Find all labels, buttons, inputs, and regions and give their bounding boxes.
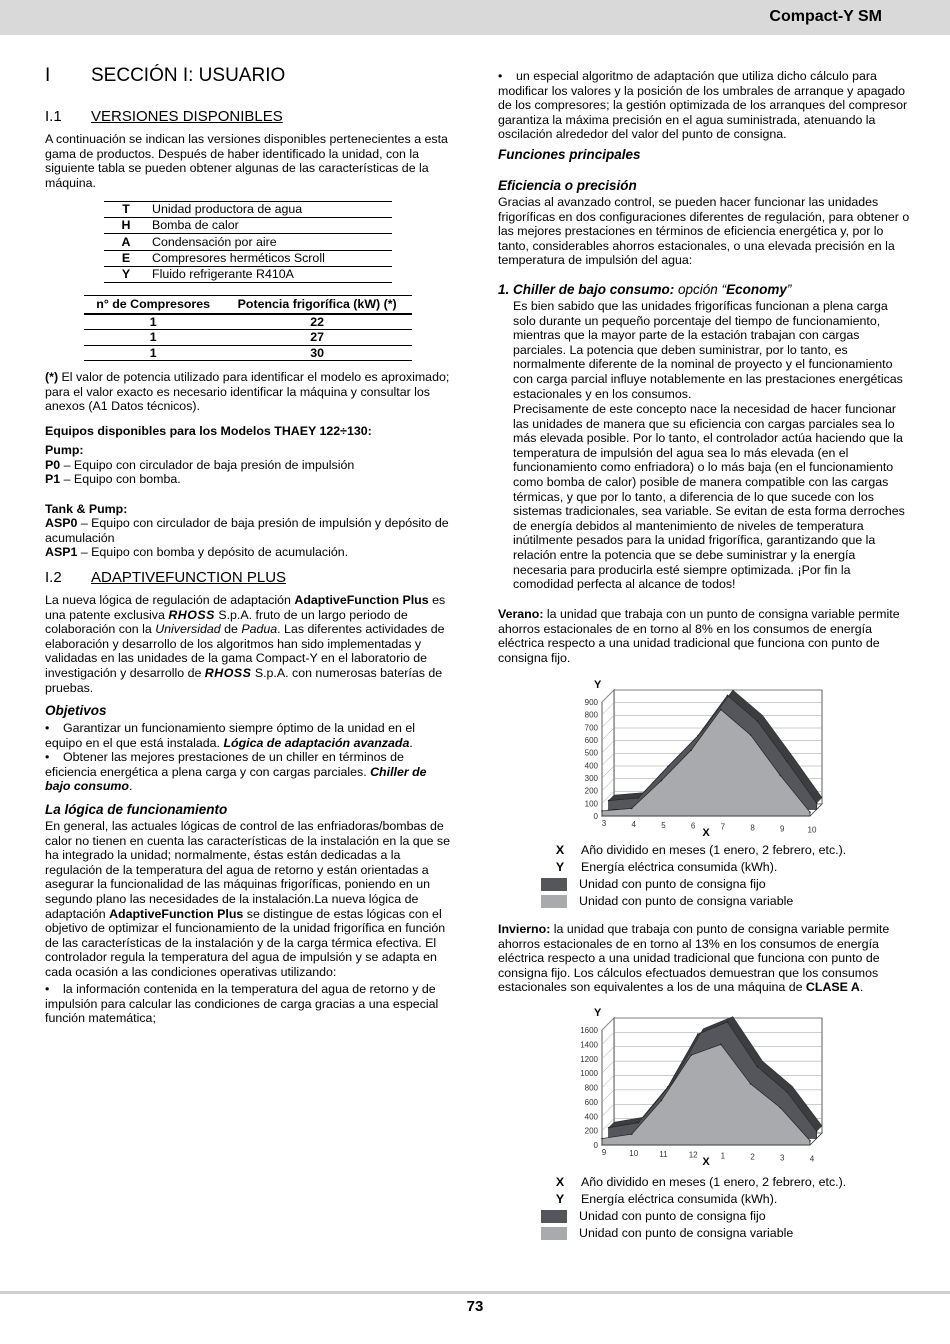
legend-y-key: Y [555, 860, 565, 875]
y-tick-label: 600 [584, 1097, 598, 1107]
y-tick-label: 500 [584, 748, 598, 758]
objetivos-title: Objetivos [45, 703, 107, 718]
data-point [809, 1140, 811, 1142]
summer-legend [541, 842, 911, 910]
pump-title: Pump: [45, 443, 84, 457]
asp0-code: ASP0 [45, 516, 78, 530]
objective-1 [45, 721, 455, 750]
x-tick-label: 9 [780, 824, 785, 834]
x-tick-label: 9 [601, 1148, 607, 1157]
text: . [859, 980, 864, 995]
text: la unidad que trabaja con un punto de consigna variable permite ahorros estacionales de en torno al 8% en los consumos de energía eléctrica respecto a una unidad tradicional que funciona con punto de consigna fijo. [498, 607, 900, 665]
y-tick-label: 0 [593, 1141, 598, 1150]
data-point [720, 709, 722, 711]
data-point [667, 766, 669, 768]
brand-logo: RHOSS [168, 607, 215, 622]
y-tick-label: 400 [584, 761, 598, 771]
text-bold-italic: Lógica de adaptación avanzada [223, 735, 410, 750]
text: En general, las actuales lógicas de control de las enfriadoras/bombas de calor no tienen en cuenta las características de la instalación en la que se ha integrado la unidad; normalmente, éstas están dedicadas a la regulación de la temperatura del agua de retorno y están orientadas a asegurar la funcionalidad de las máquinas frigoríficas, poniendo en un segundo plano las necesidades de la instalación.La nueva lógica de adaptación [45, 819, 451, 921]
y-tick-label: 0 [593, 812, 598, 821]
y-tick-label: 800 [584, 1083, 598, 1093]
text: S.p.A. fruto de un largo periodo de colaboración con la [45, 607, 408, 637]
y-axis-label: Y [594, 1008, 602, 1019]
summer-paragraph [498, 607, 910, 665]
versions-intro: A continuación se indican las versiones disponibles pertenecientes a esta gama de productos. Después de haber identificado la unidad, con la siguiente tabla se pueden obtener algunas de las características de la máquina. [45, 132, 448, 190]
asp0-text: – Equipo con circulador de baja presión de impulsión y depósito de acumulación [45, 516, 449, 545]
data-point [638, 1122, 640, 1124]
text-bold-italic: 1. Chiller de bajo consumo: [498, 282, 675, 297]
asp1-text: – Equipo con bomba y depósito de acumulación. [77, 545, 349, 559]
legend-variable-text: Unidad con punto de consigna variable [579, 1226, 794, 1241]
legend-swatch-variable [541, 1227, 567, 1240]
table-row [84, 314, 412, 330]
data-point [690, 749, 692, 751]
x-axis-label: X [702, 827, 710, 839]
data-point [601, 810, 603, 812]
y-tick-label: 1400 [580, 1040, 598, 1050]
p0-code: P0 [45, 458, 61, 472]
cell-compresores: 1 [84, 314, 222, 330]
legend-fixed-text: Unidad con punto de consigna fijo [579, 877, 766, 892]
text: Obtener las mejores prestaciones de un chiller en términos de eficiencia energética a plena carga y con cargas parciales. [45, 750, 404, 779]
legend-variable-text: Unidad con punto de consigna variable [579, 894, 794, 909]
footer-rule [0, 1291, 950, 1294]
text-bold: Verano: [498, 607, 544, 621]
legend-swatch-variable [541, 895, 567, 908]
text: la unidad que trabaja con punto de consigna variable permite ahorros estacionales de en torno al 13% en los consumos de energía eléctrica respecto a una unidad tradicional que funciona con punto de consigna fijo. Los cálculos efectuados demuestran que los consumos estacionales son equivalentes a los de una máquina de [498, 922, 890, 995]
p1-line [45, 472, 455, 487]
funciones-title: Funciones principales [498, 147, 641, 162]
equip-title: Equipos disponibles para los Modelos THAEY 122÷130: [45, 424, 372, 438]
x-tick-label: 4 [631, 819, 636, 829]
text-bold: AdaptiveFunction Plus [109, 906, 244, 921]
data-point [697, 1033, 699, 1035]
x-tick-label: 4 [809, 1154, 815, 1164]
data-point [809, 811, 811, 813]
codes-table [104, 201, 392, 283]
col-potencia: Potencia frigorífica (kW) (*) [222, 296, 412, 314]
y-tick-label: 600 [584, 736, 598, 745]
chiller-paragraph-1: Es bien sabido que las unidades frigoríficas funcionan a plena carga solo durante un pequeño porcentaje del tiempo de funcionamiento, mientras que la mayor parte de la estación trabajan con cargas parciales. La potencia que deben suministrar, por lo tanto, es normalmente diferente de la nominal de proyecto y el funcionamiento con carga parcial influye notablemente en las prestaciones energéticas estacionales y en los consumos. [513, 299, 903, 401]
x-tick-label: 10 [807, 825, 817, 835]
asp1-code: ASP1 [45, 545, 78, 559]
y-tick-label: 800 [584, 710, 598, 720]
y-axis-label: Y [594, 680, 602, 691]
power-note [45, 370, 455, 414]
brand-logo: RHOSS [204, 665, 252, 680]
adaptive-paragraph [45, 593, 455, 695]
legend-x-key: X [555, 843, 565, 858]
text: . [129, 779, 133, 794]
asp0-line [45, 516, 455, 545]
heading-versiones [45, 110, 283, 125]
text: S.p.A. con numerosas baterías de pruebas. [45, 665, 443, 695]
heading-title: VERSIONES DISPONIBLES [91, 108, 283, 125]
code-key: E [104, 250, 148, 266]
legend-y-key: Y [555, 1192, 565, 1207]
legend-fixed-text: Unidad con punto de consigna fijo [579, 1209, 766, 1224]
x-tick-label: 2 [750, 1152, 755, 1162]
data-point [816, 1130, 818, 1132]
x-tick-label: 1 [720, 1151, 726, 1161]
asp1-line [45, 545, 455, 560]
text: es una patente exclusiva [45, 593, 446, 622]
y-tick-label: 900 [584, 698, 598, 707]
text-bold: Invierno: [498, 922, 551, 936]
heading-number: I.1 [45, 108, 62, 125]
section-heading [45, 65, 286, 86]
legend-swatch-fixed [541, 878, 567, 891]
y-tick-label: 100 [584, 799, 598, 809]
code-value: Bomba de calor [148, 218, 392, 234]
compressors-table [84, 295, 412, 361]
y-tick-label: 1600 [580, 1026, 598, 1035]
code-value: Condensación por aire [148, 234, 392, 250]
text-italic: Padua [241, 622, 278, 637]
data-point [727, 695, 729, 697]
y-tick-label: 1000 [580, 1069, 598, 1079]
y-tick-label: 300 [584, 774, 598, 783]
text-bold-italic: Economy [726, 282, 787, 297]
data-point [661, 1100, 663, 1102]
code-row [104, 218, 392, 234]
text: se distingue de estas lógicas con el objetivo de optimizar el funcionamiento de la unidad frigorífica en función de las características de la instalación y de la carga térmica efectiva. El controlador regula la temperatura del agua de impulsión y se adapta en cada ocasión a las condiciones operativas utilizando: [45, 906, 446, 979]
legend-y-text: Energía eléctrica consumida (kWh). [581, 860, 778, 875]
data-point [720, 1044, 722, 1046]
data-point [779, 775, 781, 777]
winter-paragraph [498, 922, 910, 995]
x-tick-label: 11 [659, 1149, 668, 1159]
text: de [220, 622, 242, 637]
code-value: Fluido refrigerante R410A [148, 266, 392, 282]
table-row [84, 330, 412, 346]
text: . Las diferentes actividades de elaboración y desarrollo de los algoritmos han sido implementadas y validadas en las unidades de la gama Compact-Y en el laboratorio de investigación y desarrollo de [45, 622, 445, 680]
data-point [690, 1054, 692, 1056]
code-key: Y [104, 266, 148, 282]
p0-line [45, 458, 455, 473]
data-point [661, 780, 663, 782]
tank-title: Tank & Pump: [45, 502, 128, 516]
x-tick-label: 6 [690, 821, 696, 831]
x-tick-label: 10 [629, 1148, 639, 1158]
data-point [697, 735, 699, 737]
logic-paragraph [45, 819, 455, 980]
code-row [104, 202, 392, 218]
legend-x-text: Año dividido en meses (1 enero, 2 febrero, etc.). [581, 1175, 847, 1190]
cell-potencia: 30 [222, 345, 412, 361]
data-point [601, 1138, 603, 1140]
data-point [727, 1021, 729, 1023]
data-point [786, 1091, 788, 1093]
text: . [409, 735, 413, 750]
section-number: I [45, 65, 51, 86]
data-point [816, 802, 818, 804]
code-value: Unidad productora de agua [148, 202, 392, 218]
page-header [0, 0, 950, 35]
code-value: Compresores herméticos Scroll [148, 250, 392, 266]
data-point [750, 734, 752, 736]
y-tick-label: 700 [584, 723, 598, 733]
logic-bullet-1: • la información contenida en la temperatura del agua de retorno y de impulsión para calcular las condiciones de carga gracias a una especial función matemática; [45, 982, 455, 1026]
data-point [756, 1066, 758, 1068]
legend-swatch-fixed [541, 1210, 567, 1223]
code-key: H [104, 218, 148, 234]
eficiencia-title: Eficiencia o precisión [498, 178, 637, 193]
code-row [104, 234, 392, 250]
winter-legend [541, 1174, 911, 1242]
data-point [786, 760, 788, 762]
col-compresores: n° de Compresores [84, 296, 222, 314]
legend-x-key: X [555, 1175, 565, 1190]
chiller-paragraph-2: Precisamente de este concepto nace la necesidad de hacer funcionar las unidades de manera que su eficiencia con cargas parciales sea lo más elevada posible. Por lo tanto, el controlador actúa haciendo que la temperatura de impulsión del agua sea lo más elevada (en el funcionamiento como enfriadora) o lo más baja (en el funcionamiento como bomba de calor) posible de manera compatible con las cargas térmicas, y que por lo tanto, a diferencia de lo que sucede con los sistemas tradicionales, sea variable. Se evitan de esta forma derroches de energía debidos al mantenimiento de niveles de temperatura inútilmente pesados para la unidad frigorífica, garantizando que la relación entre la potencia que se debe suministrar y la energía necesaria para producirla esté siempre optimizada. ¡Por fin la comodidad perfecta al alcance de todos! [513, 402, 905, 592]
text-italic: Universidad [155, 622, 221, 637]
cell-compresores: 1 [84, 345, 222, 361]
data-point [608, 800, 610, 802]
logic-bullet-2: • un especial algoritmo de adaptación que utiliza dicho cálculo para modificar los valores y la posición de los umbrales de arranque y apagado de los compresores; la gestión optimizada de los arranques del compresor garantiza la máxima precisión en el agua suministrada, atenuando la oscilación alrededor del valor del punto de consigna. [498, 69, 910, 142]
code-key: A [104, 234, 148, 250]
p0-text: – Equipo con circulador de baja presión de impulsión [60, 458, 355, 472]
summer-chart [560, 680, 830, 840]
text: Garantizar un funcionamiento siempre óptimo de la unidad en el equipo en el que está instalada. [45, 721, 415, 750]
y-tick-label: 1200 [580, 1054, 598, 1064]
data-point [631, 808, 633, 810]
legend-x-text: Año dividido en meses (1 enero, 2 febrero, etc.). [581, 843, 847, 858]
logic-title: La lógica de funcionamiento [45, 802, 228, 817]
x-tick-label: 12 [688, 1150, 698, 1160]
page-number: 73 [466, 1298, 484, 1315]
data-point [631, 1133, 633, 1135]
x-tick-label: 3 [780, 1153, 785, 1163]
data-point [638, 797, 640, 799]
header-title: Compact-Y SM [769, 8, 882, 25]
winter-chart [560, 1008, 830, 1176]
legend-y-text: Energía eléctrica consumida (kWh). [581, 1192, 778, 1207]
text: La nueva lógica de regulación de adaptación [45, 593, 295, 607]
data-point [667, 1086, 669, 1088]
p1-code: P1 [45, 472, 61, 486]
note-text: El valor de potencia utilizado para identificar el modelo es aproximado; para el valor exacto es necesario identificar la máquina y consultar los anexos (A1 Datos técnicos). [45, 370, 450, 414]
eficiencia-text: Gracias al avanzado control, se pueden hacer funcionar las unidades frigoríficas en dos configuraciones diferentes de regulación, para obtener o las mejores prestaciones en términos de eficiencia energética y, por lo tanto, considerables ahorros estacionales, o una elevada precisión en la temperatura de impulsión del agua: [498, 195, 910, 268]
table-row [84, 345, 412, 361]
text-italic: ” [786, 282, 792, 297]
x-tick-label: 8 [750, 823, 755, 833]
heading-title: ADAPTIVEFUNCTION PLUS [91, 569, 287, 586]
y-tick-label: 200 [584, 786, 598, 796]
data-point [608, 1127, 610, 1129]
heading-adaptive [45, 571, 286, 586]
heading-number: I.2 [45, 569, 62, 586]
section-title: SECCIÓN I: USUARIO [91, 65, 286, 86]
text-bold: AdaptiveFunction Plus [294, 593, 429, 607]
objective-2 [45, 750, 455, 794]
chiller-heading [498, 283, 910, 298]
code-row [104, 250, 392, 266]
p1-text: – Equipo con bomba. [60, 472, 181, 486]
code-row [104, 266, 392, 282]
data-point [750, 1083, 752, 1085]
text-bold: CLASE A [805, 980, 860, 995]
x-tick-label: 7 [720, 822, 726, 832]
y-tick-label: 400 [584, 1112, 598, 1122]
cell-compresores: 1 [84, 330, 222, 346]
text-italic: opción “ [674, 282, 727, 297]
x-tick-label: 5 [661, 820, 666, 830]
x-axis-label: X [702, 1156, 710, 1168]
x-tick-label: 3 [601, 819, 607, 828]
data-point [779, 1107, 781, 1109]
data-point [756, 720, 758, 722]
code-key: T [104, 202, 148, 218]
note-mark: (*) [45, 370, 59, 384]
text-bold-italic: Chiller de bajo consumo [45, 764, 427, 794]
cell-potencia: 22 [222, 314, 412, 330]
cell-potencia: 27 [222, 330, 412, 346]
y-tick-label: 200 [584, 1126, 598, 1136]
